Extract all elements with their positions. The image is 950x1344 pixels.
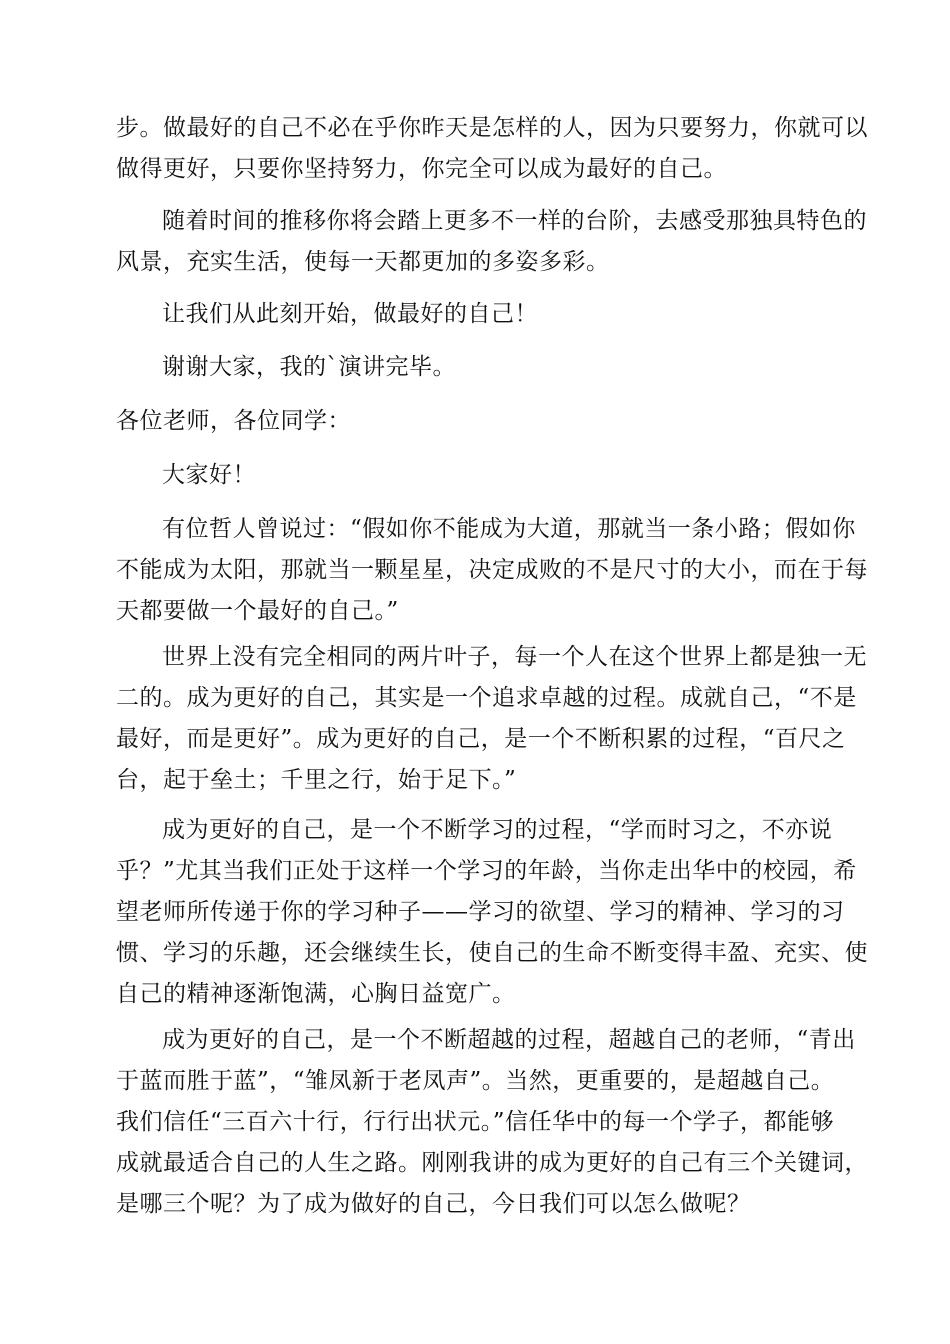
text-line: 乎？”尤其当我们正处于这样一个学习的年龄，当你走出华中的校园，希 xyxy=(116,858,857,884)
text-line: 风景，充实生活，使每一天都更加的多姿多彩。 xyxy=(116,249,610,275)
text-line: 不能成为太阳，那就当一颗星星，决定成败的不是尺寸的大小，而在于每 xyxy=(116,557,868,583)
text-line: 台，起于垒土；千里之行，始于足下。” xyxy=(116,767,517,793)
paragraph xyxy=(116,347,838,388)
text-line: 步。做最好的自己不必在乎你昨天是怎样的人，因为只要努力，你就可以 xyxy=(116,115,868,141)
text-line: 惯、学习的乐趣，还会继续生长，使自己的生命不断变得丰盈、充实、使 xyxy=(116,940,868,966)
text-line: 望老师所传递于你的学习种子——学习的欲望、学习的精神、学习的习 xyxy=(116,899,845,925)
paragraph xyxy=(116,509,868,632)
text-line: 各位老师，各位同学： xyxy=(116,408,351,434)
text-line: 做得更好，只要你坚持努力，你完全可以成为最好的自己。 xyxy=(116,156,727,182)
paragraph xyxy=(116,294,838,335)
text-line: 是哪三个呢？为了成为做好的自己，今日我们可以怎么做呢？ xyxy=(116,1191,751,1217)
paragraph xyxy=(116,1020,868,1225)
text-line: 二的。成为更好的自己，其实是一个追求卓越的过程。成就自己，“不是 xyxy=(116,685,857,711)
salutation xyxy=(116,401,838,442)
text-line: 世界上没有完全相同的两片叶子，每一个人在这个世界上都是独一无 xyxy=(162,644,867,670)
paragraph xyxy=(116,637,867,801)
text-line: 成为更好的自己，是一个不断超越的过程，超越自己的老师，“青出 xyxy=(162,1027,856,1053)
text-line: 天都要做一个最好的自己。” xyxy=(116,598,399,624)
paragraph xyxy=(116,108,868,190)
text-line: 大家好！ xyxy=(162,462,256,488)
text-line: 自己的精神逐渐饱满，心胸日益宽广。 xyxy=(116,981,516,1007)
text-line: 有位哲人曾说过：“假如你不能成为大道，那就当一条小路；假如你 xyxy=(162,516,856,542)
greeting xyxy=(116,455,838,496)
text-line: 谢谢大家，我的`演讲完毕。 xyxy=(162,354,456,380)
text-line: 成就最适合自己的人生之路。刚刚我讲的成为更好的自己有三个关键词， xyxy=(116,1150,868,1176)
text-line: 成为更好的自己，是一个不断学习的过程，“学而时习之，不亦说 xyxy=(162,817,833,843)
text-line: 我们信任“三百六十行，行行出状元。”信任华中的每一个学子，都能够 xyxy=(116,1109,835,1135)
paragraph xyxy=(116,810,868,1015)
text-line: 让我们从此刻开始，做最好的自己！ xyxy=(162,301,538,327)
text-line: 随着时间的推移你将会踏上更多不一样的台阶，去感受那独具特色的 xyxy=(162,208,867,234)
text-line: 于蓝而胜于蓝”，“雏凤新于老凤声”。当然，更重要的，是超越自己。 xyxy=(116,1068,835,1094)
paragraph xyxy=(116,201,867,283)
text-line: 最好，而是更好”。成为更好的自己，是一个不断积累的过程，“百尺之 xyxy=(116,726,846,752)
